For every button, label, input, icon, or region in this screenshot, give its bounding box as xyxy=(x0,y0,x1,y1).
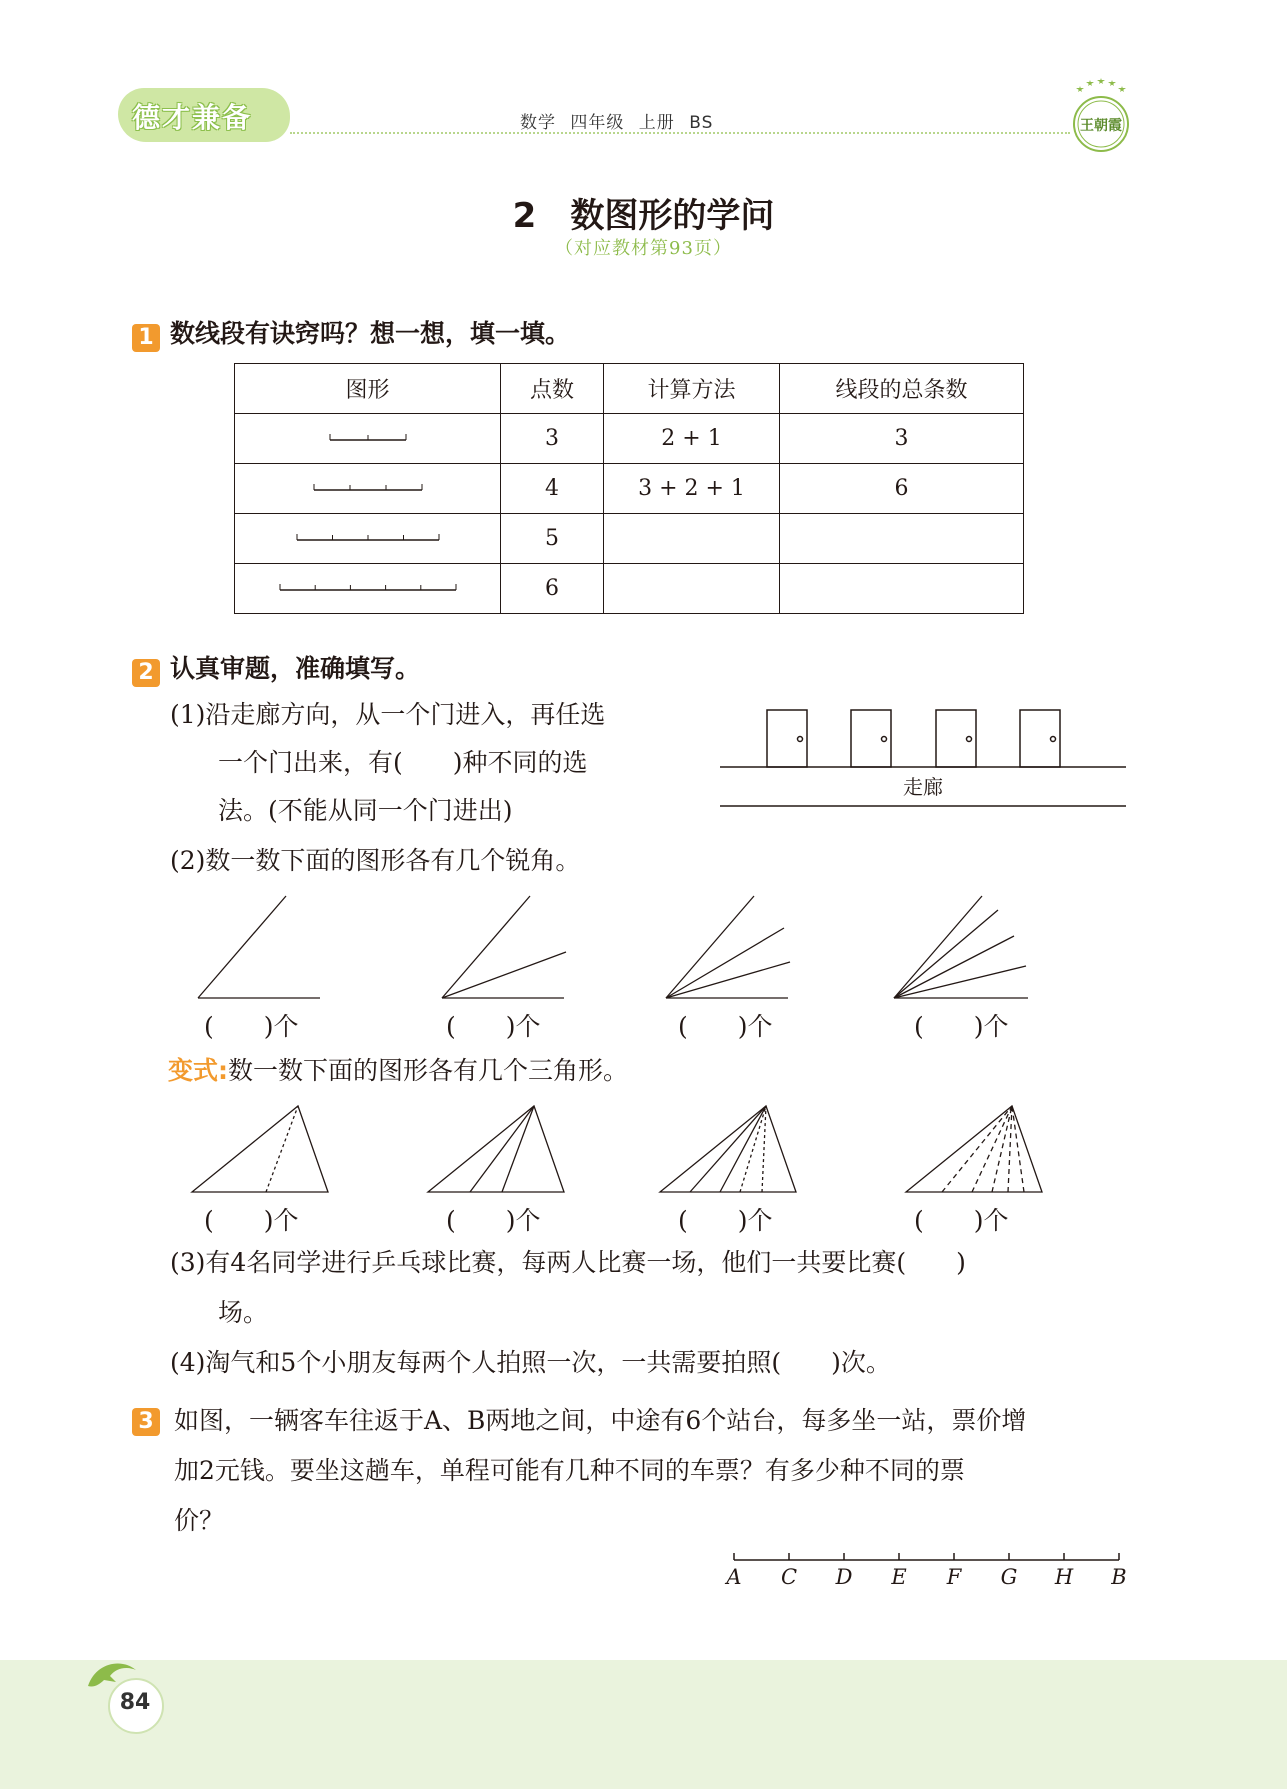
door-icon xyxy=(851,710,891,767)
triangle-figure-4 xyxy=(906,1106,1042,1192)
question-1-heading xyxy=(132,314,570,352)
col-header-figure: 图形 xyxy=(235,364,501,414)
segment-figure-4-points xyxy=(235,464,501,514)
triangle-figure-3 xyxy=(660,1106,796,1192)
angle-figure-1 xyxy=(198,896,320,998)
q2-part3-line2: 场。 xyxy=(218,1298,269,1327)
question-2-heading xyxy=(132,649,420,687)
station-label: D xyxy=(835,1565,853,1589)
q3-line1: 如图，一辆客车往返于A、B两地之间，中途有6个站台，每多坐一站，票价增 xyxy=(174,1406,1027,1435)
station-label: A xyxy=(726,1565,742,1589)
page-number: 84 xyxy=(119,1690,151,1715)
total-cell-blank[interactable] xyxy=(780,514,1024,564)
question-number: 2 xyxy=(132,659,160,687)
total-cell: 3 xyxy=(780,414,1024,464)
q2-part1-line1: (1)沿走廊方向，从一个门进入，再任选 xyxy=(170,700,606,729)
triangle-figure-1 xyxy=(192,1106,328,1192)
triangle-answer-3[interactable]: ( )个 xyxy=(678,1206,773,1235)
station-label: B xyxy=(1111,1565,1127,1589)
total-cell: 6 xyxy=(780,464,1024,514)
total-cell-blank[interactable] xyxy=(780,564,1024,614)
brand-logo-text: 德才兼备 xyxy=(132,101,253,134)
seal-name: 王朝霞 xyxy=(1080,118,1122,134)
method-cell: 2 + 1 xyxy=(604,414,780,464)
page-title: 2 数图形的学问 xyxy=(512,196,775,236)
segment-figure-3-points xyxy=(235,414,501,464)
angle-answer-2[interactable]: ( )个 xyxy=(446,1012,541,1041)
points-cell: 6 xyxy=(501,564,604,614)
door-icon xyxy=(1020,710,1060,767)
table-row xyxy=(235,414,1024,464)
question-1-text: 数线段有诀窍吗？想一想，填一填。 xyxy=(170,319,571,348)
points-cell: 5 xyxy=(501,514,604,564)
segment-figure-6-points xyxy=(235,564,501,614)
q2-part4-text: (4)淘气和5个小朋友每两个人拍照一次，一共需要拍照( )次。 xyxy=(170,1348,891,1377)
col-header-points: 点数 xyxy=(501,364,604,414)
triangle-figure-2 xyxy=(428,1106,564,1192)
page-subtitle: （对应教材第93页） xyxy=(555,238,732,259)
angle-answer-4[interactable]: ( )个 xyxy=(914,1012,1009,1041)
station-label: C xyxy=(780,1565,798,1589)
q3-line3: 价？ xyxy=(174,1506,225,1535)
question-number: 3 xyxy=(132,1408,160,1436)
table-header-row xyxy=(235,364,1024,414)
door-icon xyxy=(936,710,976,767)
triangle-answer-1[interactable]: ( )个 xyxy=(204,1206,299,1235)
station-label: F xyxy=(946,1565,962,1589)
method-cell-blank[interactable] xyxy=(604,514,780,564)
angle-answer-3[interactable]: ( )个 xyxy=(678,1012,773,1041)
author-seal-icon xyxy=(1068,78,1134,158)
triangle-answer-4[interactable]: ( )个 xyxy=(914,1206,1009,1235)
question-number: 1 xyxy=(132,324,160,352)
footer-decoration xyxy=(0,1660,1287,1789)
col-header-method: 计算方法 xyxy=(604,364,780,414)
station-label: E xyxy=(891,1565,907,1589)
table-row xyxy=(235,564,1024,614)
method-cell: 3 + 2 + 1 xyxy=(604,464,780,514)
table-row xyxy=(235,464,1024,514)
q2-part2-text: (2)数一数下面的图形各有几个锐角。 xyxy=(170,846,581,875)
station-label: H xyxy=(1054,1565,1074,1589)
table-row xyxy=(235,514,1024,564)
header-book-info: 数学 四年级 上册 BS xyxy=(520,113,714,133)
col-header-total: 线段的总条数 xyxy=(780,364,1024,414)
q2-part3-line1: (3)有4名同学进行乒乓球比赛，每两人比赛一场，他们一共要比赛( ) xyxy=(170,1248,966,1277)
corridor-doors-figure xyxy=(716,700,1130,812)
method-cell-blank[interactable] xyxy=(604,564,780,614)
station-label: G xyxy=(1000,1565,1018,1589)
segment-table xyxy=(234,363,1024,614)
triangle-answer-2[interactable]: ( )个 xyxy=(446,1206,541,1235)
door-icon xyxy=(767,710,807,767)
angle-figure-3 xyxy=(666,896,790,998)
triangle-figures xyxy=(186,1100,1056,1196)
question-2-text: 认真审题，准确填写。 xyxy=(170,654,421,683)
q2-part1-line2: 一个门出来，有( )种不同的选 xyxy=(218,748,588,777)
q2-part1-line3: 法。(不能从同一个门进出) xyxy=(218,796,513,825)
points-cell: 3 xyxy=(501,414,604,464)
angle-figure-2 xyxy=(442,896,566,998)
angle-answer-1[interactable]: ( )个 xyxy=(204,1012,299,1041)
station-line-figure xyxy=(720,1546,1140,1590)
points-cell: 4 xyxy=(501,464,604,514)
variant-line xyxy=(168,1046,628,1096)
variant-label: 变式: xyxy=(168,1056,228,1085)
segment-figure-5-points xyxy=(235,514,501,564)
angle-figure-4 xyxy=(894,896,1028,998)
variant-text: 数一数下面的图形各有几个三角形。 xyxy=(228,1056,629,1085)
acute-angle-figures xyxy=(190,890,1150,1000)
q3-line2: 加2元钱。要坐这趟车，单程可能有几种不同的车票？有多少种不同的票 xyxy=(174,1456,965,1485)
question-3-heading xyxy=(132,1408,170,1436)
corridor-label: 走廊 xyxy=(903,775,943,799)
